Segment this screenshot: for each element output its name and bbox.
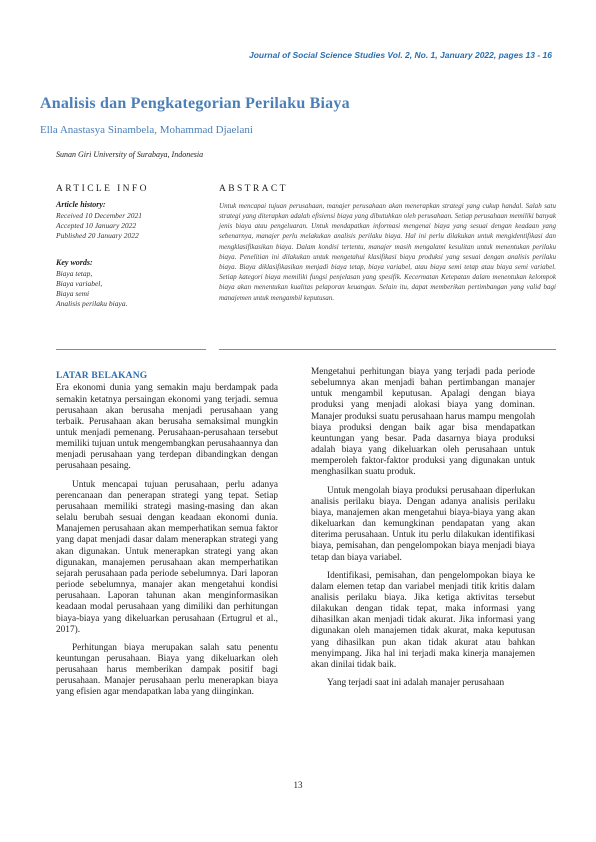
journal-header: Journal of Social Science Studies Vol. 2, No. 1, January 2022, pages 13 - 16 [249,50,552,60]
article-info [56,183,206,309]
authors: Ella Anastasya Sinambela, Mohammad Djaelani [40,124,253,136]
accepted-date: Accepted 10 January 2022 [56,220,137,230]
section-title: LATAR BELAKANG [56,371,148,381]
published-date: Published 20 January 2022 [56,230,139,240]
received-date: Received 10 December 2021 [56,210,143,220]
keyword-item: Analisis perilaku biaya. [56,299,128,309]
history-label: Article history: [56,199,106,209]
divider [219,349,556,350]
body-paragraph: Perhitungan biaya merupakan salah satu penentu keuntungan perusahaan. Biaya yang dikeluarkan oleh perusahaan harus memberikan dampak positif bagi perusahaan. Manajer perusahaan perlu menerapkan biaya yang efisien agar mendapatkan laba yang diinginkan. [56,642,278,698]
body-paragraph: Yang terjadi saat ini adalah manajer perusahaan [327,678,505,689]
keyword-item: Biaya semi [56,289,90,299]
article-info-heading: ARTICLE INFO [56,184,149,194]
keyword-item: Biaya tetap, [56,268,93,278]
body-paragraph: Untuk mengolah biaya produksi perusahaan diperlukan analisis perilaku biaya. Dengan adanya analisis perilaku biaya, manajemen akan mengetahui biaya-biaya yang akan dikeluarkan dan kemungkinan pendapatan yang akan diterima perusahaan. Untuk itu perlu dilakukan identifikasi biaya, pemisahan, dan pengelompokan biaya menjadi biaya tetap dan biaya variabel. [311,485,535,563]
body-column-right [311,367,535,696]
keyword-item: Biaya variabel, [56,278,103,288]
keywords-label: Key words: [56,257,93,267]
abstract [219,183,556,303]
page-number: 13 [293,780,303,790]
body-paragraph: Era ekonomi dunia yang semakin maju berdampak pada semakin ketatnya persaingan ekonomi yang terjadi. semua perusahaan akan berusaha menjadi perusahaan yang terbaik. Perusahaan akan berusaha semaksimal mungkin untuk menjadi pemenang. Perusahaan-perusahaan tersebut memiliki tujuan untuk mengembangkan perusahaannya dan menjadi perusahaan yang terdepan dibandingkan dengan perusahaan pesaing. [56,383,278,472]
body-paragraph: Mengetahui perhitungan biaya yang terjadi pada periode sebelumnya akan menjadi bahan pertimbangan manajer untuk mengambil keputusan. Apalagi dengan biaya produksi yang menjadi alokasi biaya yang dominan. Manajer produksi suatu perusahaan harus mampu mengolah biaya produksi dengan baik agar bisa mendapatkan keuntungan yang besar. Pada dasarnya biaya produksi adalah biaya yang dikeluarkan oleh perusahaan untuk memperoleh faktor-faktor produksi yang digunakan untuk menghasilkan suatu produk. [311,367,535,478]
abstract-heading: ABSTRACT [219,184,288,194]
keywords-block [56,258,206,309]
body-paragraph: Identifikasi, pemisahan, dan pengelompokan biaya ke dalam elemen tetap dan variabel menjadi titik kritis dalam analisis perilaku biaya. Jika ketiga aktivitas tersebut dilakukan dengan tidak tepat, maka informasi yang dihasilkan akan menjadi tidak akurat. Jika informasi yang digunakan oleh manajemen tidak akurat, maka keputusan yang dihasilkan pun akan tidak akurat atau bahkan menyimpang. Jika hal ini terjadi maka kinerja manajemen akan dinilai tidak baik. [311,570,535,670]
divider [56,349,206,350]
abstract-text: Untuk mencapai tujuan perusahaan, manajer perusahaan akan menerapkan strategi yang cukup handal. Salah satu strategi yang diterapkan adalah efisiensi biaya yang dibutuhkan oleh perusahaan. Setiap perusahaan memiliki banyak jenis biaya atau pengeluaran. Untuk mendapatkan informasi mengenai biaya yang sesuai dengan keadaan yang sebenarnya, manajer perlu melakukan analisis perilaku biaya. Hal ini perlu dilakukan untuk mengidentifikasi dan mengklasifikasikan biaya. Dalam kondisi tertentu, manajer masih mengalami kesulitan untuk menentukan perilaku biaya. Penelitian ini dilakukan untuk mengetahui klasifikasi biaya produksi yang sesuai dengan analisis perilaku biaya. Biaya diklasifikasikan menjadi biaya tetap, biaya variabel, atau biaya semi tetap atau biaya semi variabel. Setiap kategori biaya memiliki fungsi penjelasan yang spesifik. Kecermatan Ketepatan dalam menentukan kelompok biaya akan menentukan kualitas pelaporan keuangan. Selain itu, dapat memberikan pertimbangan yang valid bagi manajemen untuk mengambil keputusan. [219,201,556,302]
affiliation: Sunan Giri University of Surabaya, Indonesia [56,150,204,159]
body-column-left [56,371,278,706]
body-paragraph: Untuk mencapai tujuan perusahaan, perlu adanya perencanaan dan penerapan strategi yang tepat. Setiap perusahaan memiliki strategi masing-masing dan akan selalu berubah sesuai dengan keadaan ekonomi dunia. Manajemen perusahaan akan memperhatikan semua faktor yang dapat menjadi dasar dalam menerapkan strategi yang akan digunakan. Untuk menerapkan strategi yang akan digunakan, manajemen perusahaan akan memperhatikan sejarah perusahaan pada periode sebelumnya. Dari laporan periode sebelumnya, manajer akan mengetahui kondisi perusahaan. Laporan tahunan akan menginformasikan keadaan modal perusahaan yang dimiliki dan perhitungan biaya-biaya yang dikeluarkan perusahaan (Ertugrul et al., 2017). [56,479,278,635]
paper-title: Analisis dan Pengkategorian Perilaku Biaya [40,95,350,112]
